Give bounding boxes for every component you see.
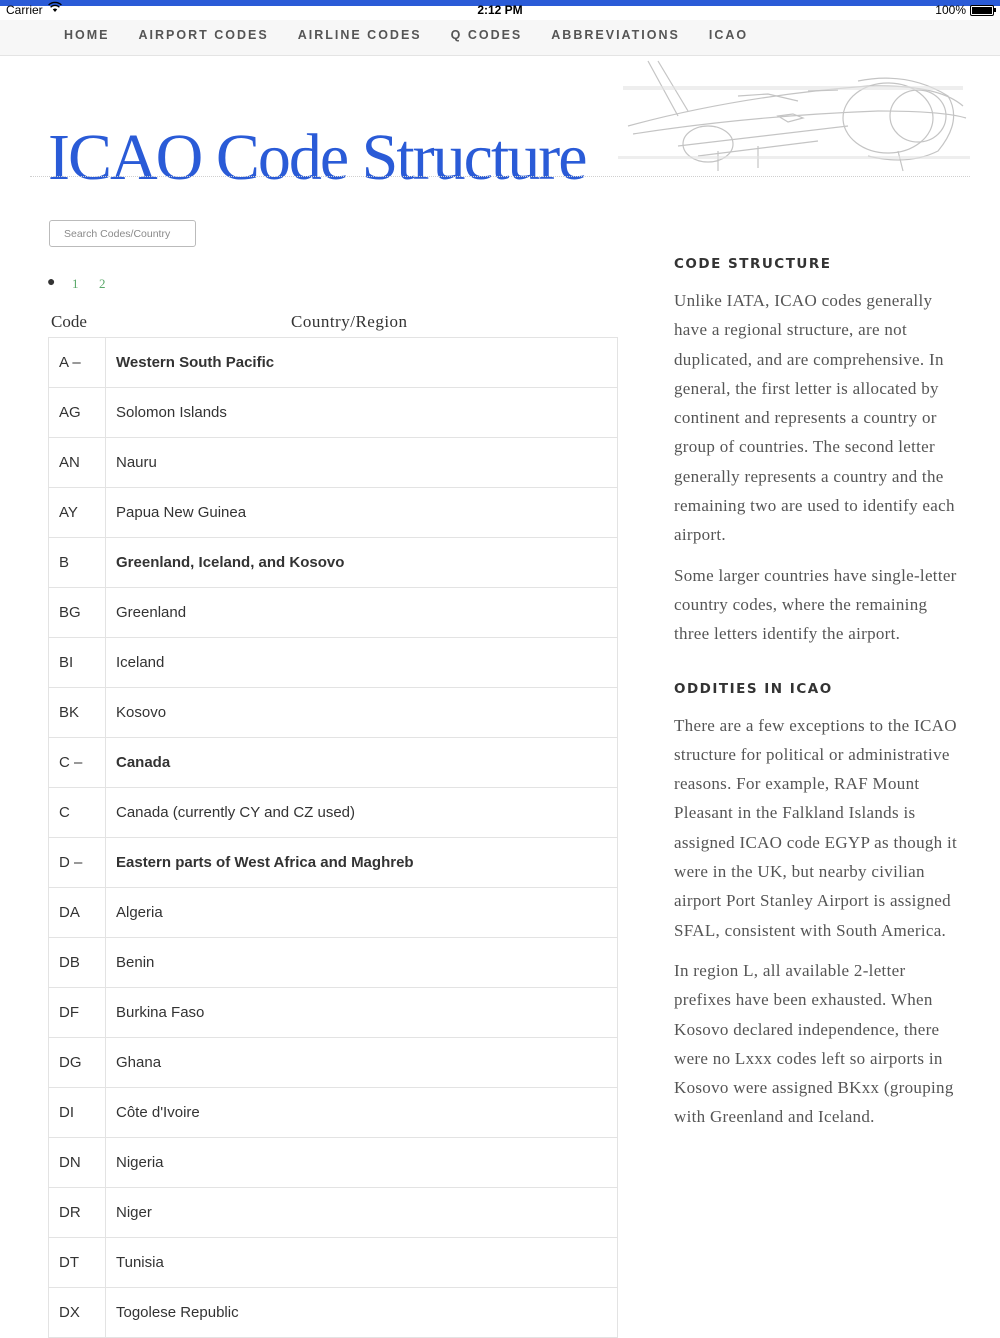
code-cell: DN bbox=[49, 1138, 106, 1188]
code-cell: DG bbox=[49, 1038, 106, 1088]
table-row bbox=[49, 488, 618, 538]
code-cell: C bbox=[49, 788, 106, 838]
code-structure-paragraph-2: Some larger countries have single-letter country codes, where the remaining three letters identify the airport. bbox=[674, 565, 957, 644]
code-cell: DI bbox=[49, 1088, 106, 1138]
country-cell: Algeria bbox=[106, 888, 618, 938]
code-cell: BG bbox=[49, 588, 106, 638]
table-row bbox=[49, 638, 618, 688]
code-cell: DX bbox=[49, 1288, 106, 1338]
table-row bbox=[49, 1238, 618, 1288]
table-row bbox=[49, 1188, 618, 1238]
table-row bbox=[49, 338, 618, 388]
country-cell: Benin bbox=[106, 938, 618, 988]
country-cell: Western South Pacific bbox=[106, 338, 618, 388]
country-cell: Kosovo bbox=[106, 688, 618, 738]
table-row bbox=[49, 588, 618, 638]
country-cell: Eastern parts of West Africa and Maghreb bbox=[106, 838, 618, 888]
table-row bbox=[49, 1088, 618, 1138]
search-input[interactable] bbox=[49, 220, 196, 247]
country-cell: Canada bbox=[106, 738, 618, 788]
icao-codes-table bbox=[48, 337, 618, 1338]
table-row bbox=[49, 738, 618, 788]
nav-item-home[interactable]: HOME bbox=[64, 28, 110, 42]
status-bar bbox=[0, 0, 1000, 20]
table-row bbox=[49, 838, 618, 888]
battery-tip bbox=[994, 8, 996, 12]
country-cell: Niger bbox=[106, 1188, 618, 1238]
code-structure-paragraph-1: Unlike IATA, ICAO codes generally have a regional structure, are not duplicated, and are comprehensive. In general, the first letter is allocated by continent and represents a country or group of countries. The second letter generally represents a country and the remaining two are used to identify each airport. bbox=[674, 291, 955, 545]
code-cell: DR bbox=[49, 1188, 106, 1238]
oddities-heading: ODDITIES IN ICAO bbox=[674, 680, 833, 697]
nav-item-airport-codes[interactable]: AIRPORT CODES bbox=[138, 28, 269, 42]
code-cell: DF bbox=[49, 988, 106, 1038]
code-cell: DA bbox=[49, 888, 106, 938]
table-row bbox=[49, 938, 618, 988]
code-cell: D – bbox=[49, 838, 106, 888]
code-cell: AG bbox=[49, 388, 106, 438]
table-row bbox=[49, 538, 618, 588]
main-nav bbox=[0, 20, 1000, 56]
country-cell: Ghana bbox=[106, 1038, 618, 1088]
oddities-paragraph-1: There are a few exceptions to the ICAO structure for political or administrative reasons. For example, RAF Mount Pleasant in the Falkland Islands is assigned ICAO code EGYP as though it were in the UK, but nearby civilian airport Port Stanley Airport is assigned SFAL, consistent with South America. bbox=[674, 715, 958, 940]
battery-icon bbox=[970, 5, 994, 16]
nav-item-q-codes[interactable]: Q CODES bbox=[450, 28, 523, 42]
column-header-country: Country/Region bbox=[291, 312, 408, 331]
nav-item-abbreviations[interactable]: ABBREVIATIONS bbox=[551, 28, 680, 42]
table-row bbox=[49, 688, 618, 738]
code-cell: BK bbox=[49, 688, 106, 738]
code-cell: AY bbox=[49, 488, 106, 538]
country-cell: Solomon Islands bbox=[106, 388, 618, 438]
country-cell: Tunisia bbox=[106, 1238, 618, 1288]
nav-item-airline-codes[interactable]: AIRLINE CODES bbox=[297, 28, 422, 42]
table-row bbox=[49, 1138, 618, 1188]
country-cell: Côte d'Ivoire bbox=[106, 1088, 618, 1138]
code-cell: DT bbox=[49, 1238, 106, 1288]
table-row bbox=[49, 1288, 618, 1338]
nav-item-icao[interactable]: ICAO bbox=[708, 28, 749, 42]
page-link-2[interactable]: 2 bbox=[99, 276, 106, 291]
code-cell: AN bbox=[49, 438, 106, 488]
country-cell: Togolese Republic bbox=[106, 1288, 618, 1338]
carrier-label: Carrier bbox=[6, 3, 43, 17]
sidebar bbox=[674, 252, 964, 1132]
code-cell: DB bbox=[49, 938, 106, 988]
country-cell: Greenland bbox=[106, 588, 618, 638]
page-title: ICAO Code Structure bbox=[48, 121, 586, 194]
table-row bbox=[49, 788, 618, 838]
country-cell: Nauru bbox=[106, 438, 618, 488]
country-cell: Nigeria bbox=[106, 1138, 618, 1188]
table-row bbox=[49, 1038, 618, 1088]
title-divider bbox=[30, 176, 970, 177]
table-row bbox=[49, 988, 618, 1038]
code-cell: C – bbox=[49, 738, 106, 788]
code-cell: A – bbox=[49, 338, 106, 388]
page-link-1[interactable]: 1 bbox=[72, 276, 79, 291]
airplane-sketch-illustration bbox=[618, 56, 970, 174]
country-cell: Greenland, Iceland, and Kosovo bbox=[106, 538, 618, 588]
clock: 2:12 PM bbox=[477, 3, 523, 17]
code-cell: BI bbox=[49, 638, 106, 688]
table-row bbox=[49, 388, 618, 438]
table-row bbox=[49, 438, 618, 488]
code-structure-heading: CODE STRUCTURE bbox=[674, 256, 832, 272]
country-cell: Papua New Guinea bbox=[106, 488, 618, 538]
bullet-icon: ● bbox=[47, 275, 56, 290]
country-cell: Iceland bbox=[106, 638, 618, 688]
country-cell: Burkina Faso bbox=[106, 988, 618, 1038]
column-header-code: Code bbox=[51, 312, 87, 331]
code-cell: B bbox=[49, 538, 106, 588]
oddities-paragraph-2: In region L, all available 2-letter prefixes have been exhausted. When Kosovo declared independence, there were no Lxxx codes left so airports in Kosovo were assigned BKxx (grouping with Greenland and Iceland. bbox=[674, 960, 954, 1127]
battery-percent: 100% bbox=[935, 3, 966, 17]
country-cell: Canada (currently CY and CZ used) bbox=[106, 788, 618, 838]
table-row bbox=[49, 888, 618, 938]
